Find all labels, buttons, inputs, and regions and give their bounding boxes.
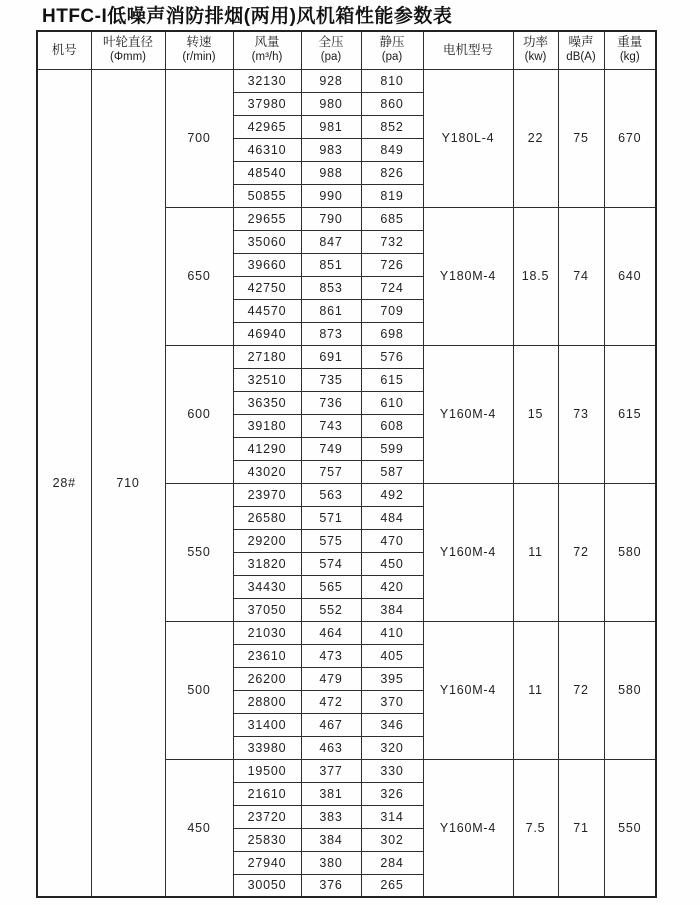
motor-model-cell: Y160M-4	[423, 345, 513, 483]
header-line-1: 噪声	[568, 35, 594, 50]
static-pressure-cell: 685	[361, 207, 423, 230]
total-pressure-cell: 990	[301, 184, 361, 207]
noise-cell: 74	[558, 207, 604, 345]
table-header	[37, 31, 656, 69]
air-volume-cell: 23610	[233, 644, 301, 667]
header-line-1: 电机型号	[442, 42, 493, 57]
air-volume-cell: 32510	[233, 368, 301, 391]
static-pressure-cell: 610	[361, 391, 423, 414]
air-volume-cell: 43020	[233, 460, 301, 483]
weight-cell: 580	[604, 621, 656, 759]
total-pressure-cell: 735	[301, 368, 361, 391]
noise-cell: 71	[558, 759, 604, 897]
air-volume-cell: 27180	[233, 345, 301, 368]
power-cell: 11	[513, 621, 558, 759]
col-header-motor-model	[423, 31, 513, 69]
static-pressure-cell: 819	[361, 184, 423, 207]
static-pressure-cell: 599	[361, 437, 423, 460]
table-row	[37, 69, 656, 92]
col-header-impeller-diameter	[91, 31, 165, 69]
header-line-1: 转速	[186, 35, 212, 50]
air-volume-cell: 42750	[233, 276, 301, 299]
noise-cell: 72	[558, 621, 604, 759]
air-volume-cell: 35060	[233, 230, 301, 253]
static-pressure-cell: 384	[361, 598, 423, 621]
static-pressure-cell: 492	[361, 483, 423, 506]
static-pressure-cell: 826	[361, 161, 423, 184]
total-pressure-cell: 381	[301, 782, 361, 805]
total-pressure-cell: 691	[301, 345, 361, 368]
weight-cell: 615	[604, 345, 656, 483]
motor-model-cell: Y160M-4	[423, 759, 513, 897]
speed-cell: 550	[165, 483, 233, 621]
air-volume-cell: 26580	[233, 506, 301, 529]
air-volume-cell: 23720	[233, 805, 301, 828]
air-volume-cell: 37050	[233, 598, 301, 621]
total-pressure-cell: 479	[301, 667, 361, 690]
total-pressure-cell: 380	[301, 851, 361, 874]
header-line-2: (m³/h)	[251, 51, 283, 64]
air-volume-cell: 26200	[233, 667, 301, 690]
total-pressure-cell: 988	[301, 161, 361, 184]
static-pressure-cell: 852	[361, 115, 423, 138]
static-pressure-cell: 330	[361, 759, 423, 782]
motor-model-cell: Y180M-4	[423, 207, 513, 345]
total-pressure-cell: 873	[301, 322, 361, 345]
header-line-2: (pa)	[381, 51, 403, 64]
motor-model-cell: Y160M-4	[423, 483, 513, 621]
total-pressure-cell: 790	[301, 207, 361, 230]
air-volume-cell: 27940	[233, 851, 301, 874]
header-line-1: 重量	[617, 35, 643, 50]
total-pressure-cell: 464	[301, 621, 361, 644]
static-pressure-cell: 370	[361, 690, 423, 713]
page-title: HTFC-I低噪声消防排烟(两用)风机箱性能参数表	[42, 6, 453, 27]
air-volume-cell: 46940	[233, 322, 301, 345]
motor-model-cell: Y180L-4	[423, 69, 513, 207]
noise-cell: 73	[558, 345, 604, 483]
static-pressure-cell: 860	[361, 92, 423, 115]
total-pressure-cell: 563	[301, 483, 361, 506]
total-pressure-cell: 928	[301, 69, 361, 92]
noise-cell: 75	[558, 69, 604, 207]
weight-cell: 580	[604, 483, 656, 621]
fan-spec-table	[36, 30, 657, 898]
static-pressure-cell: 346	[361, 713, 423, 736]
air-volume-cell: 25830	[233, 828, 301, 851]
static-pressure-cell: 470	[361, 529, 423, 552]
weight-cell: 670	[604, 69, 656, 207]
total-pressure-cell: 571	[301, 506, 361, 529]
static-pressure-cell: 709	[361, 299, 423, 322]
air-volume-cell: 32130	[233, 69, 301, 92]
power-cell: 15	[513, 345, 558, 483]
total-pressure-cell: 575	[301, 529, 361, 552]
static-pressure-cell: 395	[361, 667, 423, 690]
total-pressure-cell: 383	[301, 805, 361, 828]
static-pressure-cell: 732	[361, 230, 423, 253]
static-pressure-cell: 410	[361, 621, 423, 644]
header-line-1: 全压	[318, 35, 344, 50]
total-pressure-cell: 472	[301, 690, 361, 713]
static-pressure-cell: 587	[361, 460, 423, 483]
header-line-2: (pa)	[320, 51, 342, 64]
header-line-2: (Φmm)	[110, 51, 146, 64]
air-volume-cell: 21030	[233, 621, 301, 644]
col-header-machine-no	[37, 31, 91, 69]
table-body	[37, 69, 656, 897]
power-cell: 18.5	[513, 207, 558, 345]
col-header-weight	[604, 31, 656, 69]
static-pressure-cell: 450	[361, 552, 423, 575]
header-line-1: 叶轮直径	[102, 35, 153, 50]
header-line-2: (r/min)	[182, 51, 216, 64]
air-volume-cell: 29655	[233, 207, 301, 230]
power-cell: 11	[513, 483, 558, 621]
static-pressure-cell: 320	[361, 736, 423, 759]
col-header-noise	[558, 31, 604, 69]
total-pressure-cell: 749	[301, 437, 361, 460]
total-pressure-cell: 574	[301, 552, 361, 575]
total-pressure-cell: 467	[301, 713, 361, 736]
header-line-1: 功率	[522, 35, 548, 50]
static-pressure-cell: 849	[361, 138, 423, 161]
air-volume-cell: 41290	[233, 437, 301, 460]
speed-cell: 500	[165, 621, 233, 759]
total-pressure-cell: 757	[301, 460, 361, 483]
speed-cell: 700	[165, 69, 233, 207]
air-volume-cell: 34430	[233, 575, 301, 598]
air-volume-cell: 39180	[233, 414, 301, 437]
header-line-1: 静压	[379, 35, 405, 50]
air-volume-cell: 31820	[233, 552, 301, 575]
static-pressure-cell: 302	[361, 828, 423, 851]
air-volume-cell: 44570	[233, 299, 301, 322]
weight-cell: 550	[604, 759, 656, 897]
col-header-total-pressure	[301, 31, 361, 69]
static-pressure-cell: 608	[361, 414, 423, 437]
total-pressure-cell: 377	[301, 759, 361, 782]
total-pressure-cell: 743	[301, 414, 361, 437]
speed-cell: 650	[165, 207, 233, 345]
col-header-speed	[165, 31, 233, 69]
total-pressure-cell: 463	[301, 736, 361, 759]
total-pressure-cell: 565	[301, 575, 361, 598]
air-volume-cell: 37980	[233, 92, 301, 115]
total-pressure-cell: 983	[301, 138, 361, 161]
noise-cell: 72	[558, 483, 604, 621]
total-pressure-cell: 552	[301, 598, 361, 621]
col-header-static-pressure	[361, 31, 423, 69]
impeller-diameter-cell: 710	[91, 69, 165, 897]
machine-no-cell: 28#	[37, 69, 91, 897]
static-pressure-cell: 698	[361, 322, 423, 345]
header-line-1: 机号	[51, 42, 77, 57]
header-line-2: (kw)	[524, 51, 547, 64]
static-pressure-cell: 724	[361, 276, 423, 299]
air-volume-cell: 31400	[233, 713, 301, 736]
col-header-power	[513, 31, 558, 69]
header-line-2: (kg)	[619, 51, 640, 64]
static-pressure-cell: 284	[361, 851, 423, 874]
total-pressure-cell: 376	[301, 874, 361, 897]
air-volume-cell: 46310	[233, 138, 301, 161]
air-volume-cell: 50855	[233, 184, 301, 207]
motor-model-cell: Y160M-4	[423, 621, 513, 759]
static-pressure-cell: 314	[361, 805, 423, 828]
power-cell: 22	[513, 69, 558, 207]
static-pressure-cell: 726	[361, 253, 423, 276]
header-line-2: dB(A)	[566, 51, 596, 64]
total-pressure-cell: 851	[301, 253, 361, 276]
air-volume-cell: 19500	[233, 759, 301, 782]
static-pressure-cell: 576	[361, 345, 423, 368]
total-pressure-cell: 981	[301, 115, 361, 138]
air-volume-cell: 29200	[233, 529, 301, 552]
speed-cell: 450	[165, 759, 233, 897]
air-volume-cell: 36350	[233, 391, 301, 414]
air-volume-cell: 28800	[233, 690, 301, 713]
header-line-1: 风量	[254, 35, 280, 50]
total-pressure-cell: 853	[301, 276, 361, 299]
air-volume-cell: 42965	[233, 115, 301, 138]
static-pressure-cell: 265	[361, 874, 423, 897]
total-pressure-cell: 847	[301, 230, 361, 253]
air-volume-cell: 39660	[233, 253, 301, 276]
weight-cell: 640	[604, 207, 656, 345]
air-volume-cell: 33980	[233, 736, 301, 759]
static-pressure-cell: 420	[361, 575, 423, 598]
total-pressure-cell: 384	[301, 828, 361, 851]
speed-cell: 600	[165, 345, 233, 483]
header-row	[37, 31, 656, 69]
total-pressure-cell: 980	[301, 92, 361, 115]
static-pressure-cell: 810	[361, 69, 423, 92]
static-pressure-cell: 326	[361, 782, 423, 805]
total-pressure-cell: 861	[301, 299, 361, 322]
total-pressure-cell: 473	[301, 644, 361, 667]
static-pressure-cell: 405	[361, 644, 423, 667]
air-volume-cell: 21610	[233, 782, 301, 805]
air-volume-cell: 48540	[233, 161, 301, 184]
air-volume-cell: 30050	[233, 874, 301, 897]
air-volume-cell: 23970	[233, 483, 301, 506]
col-header-air-volume	[233, 31, 301, 69]
static-pressure-cell: 615	[361, 368, 423, 391]
power-cell: 7.5	[513, 759, 558, 897]
static-pressure-cell: 484	[361, 506, 423, 529]
total-pressure-cell: 736	[301, 391, 361, 414]
